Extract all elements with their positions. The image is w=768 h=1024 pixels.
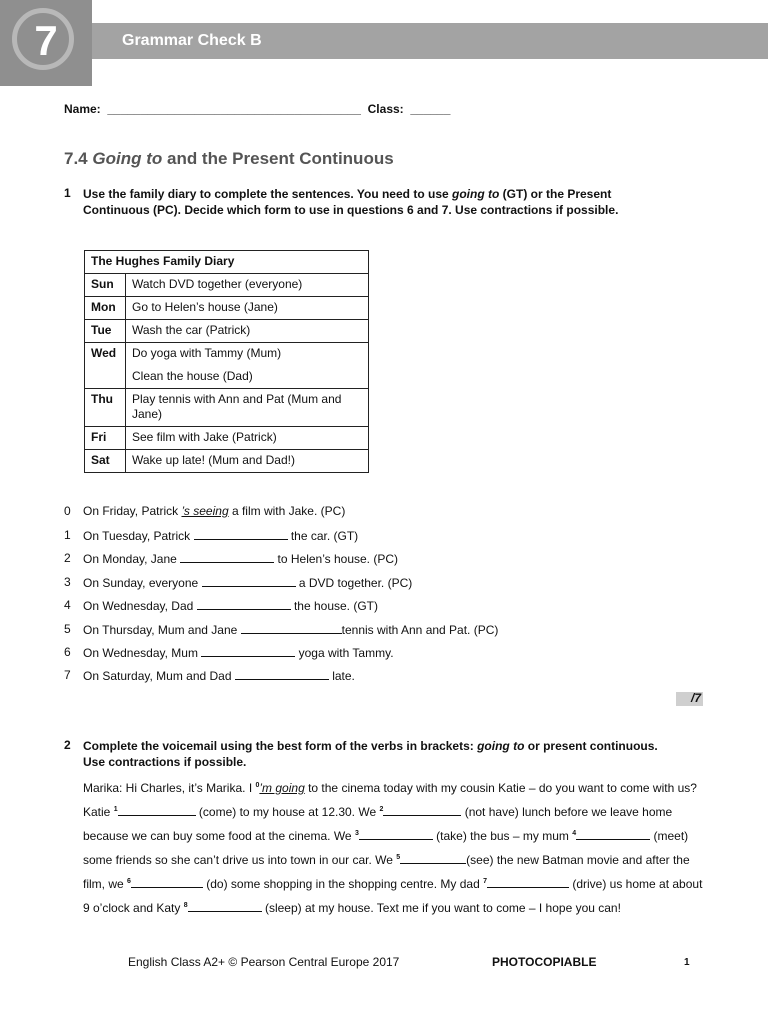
section-number: 7.4 <box>64 149 88 168</box>
day-cell: Fri <box>85 427 126 450</box>
table-row <box>85 389 369 427</box>
exercise2-instruction-line2: Use contractions if possible. <box>83 755 247 769</box>
class-field[interactable]: ______ <box>410 102 451 116</box>
example-answer: ’s seeing <box>181 504 229 518</box>
score-label: /7 <box>690 691 701 705</box>
day-cell: Mon <box>85 297 126 320</box>
table-title: The Hughes Family Diary <box>85 251 369 274</box>
exercise1-instruction-line2: Continuous (PC). Decide which form to use in questions 6 and 7. Use contractions if possible. <box>83 203 619 217</box>
answer-blank[interactable] <box>118 804 196 816</box>
table-row <box>85 297 369 320</box>
entry-cell: Play tennis with Ann and Pat (Mum and Jane) <box>126 389 369 427</box>
day-cell: Sun <box>85 274 126 297</box>
unit-badge <box>0 0 92 86</box>
table-row <box>85 274 369 297</box>
answer-blank[interactable] <box>180 551 274 563</box>
section-title-rest: and the Present Continuous <box>166 149 394 168</box>
entry-cell: Wash the car (Patrick) <box>126 320 369 343</box>
entry-cell: Wake up late! (Mum and Dad!) <box>126 450 369 473</box>
table-row <box>85 343 369 389</box>
answer-blank[interactable] <box>194 528 288 540</box>
exercise1-number: 1 <box>64 186 71 200</box>
unit-number: 7 <box>34 17 58 64</box>
section-title-italic: Going to <box>92 149 163 168</box>
exercise1-instruction-line1: Use the family diary to complete the sentences. You need to use going to (GT) or the Present <box>83 187 612 201</box>
answer-blank[interactable] <box>576 828 650 840</box>
entry-cell: Do yoga with Tammy (Mum) Clean the house (Dad) <box>126 343 369 389</box>
day-cell: Sat <box>85 450 126 473</box>
exercise2-instruction-line1: Complete the voicemail using the best form of the verbs in brackets: going to or present continuous. <box>83 739 658 753</box>
table-row <box>85 427 369 450</box>
table-row <box>85 450 369 473</box>
answer-blank[interactable] <box>202 575 296 587</box>
score-box <box>676 692 703 706</box>
day-cell: Thu <box>85 389 126 427</box>
footer-copyright: English Class A2+ © Pearson Central Europe 2017 <box>128 955 400 969</box>
answer-blank[interactable] <box>359 828 433 840</box>
table-header-row <box>85 251 369 274</box>
entry-cell: See film with Jake (Patrick) <box>126 427 369 450</box>
family-diary-table <box>84 250 369 473</box>
entry-cell: Go to Helen’s house (Jane) <box>126 297 369 320</box>
answer-blank[interactable] <box>188 900 262 912</box>
footer-photocopiable: PHOTOCOPIABLE <box>492 955 597 969</box>
answer-blank[interactable] <box>400 852 466 864</box>
example-answer: ’m going <box>259 781 305 795</box>
header-bar <box>92 23 768 59</box>
answer-blank[interactable] <box>197 598 291 610</box>
name-class-row <box>64 102 450 116</box>
class-label: Class: <box>367 102 404 116</box>
day-cell: Wed <box>85 343 126 389</box>
answer-blank[interactable] <box>235 668 329 680</box>
day-cell: Tue <box>85 320 126 343</box>
table-row <box>85 320 369 343</box>
voicemail-text: Marika: Hi Charles, it’s Marika. I $^0$’m going to the cinema today with my cousin Katie – do you want to come with us? Katie $^1$ (come) to my house at 12.30. We $^2$ (not have) lunch before we leave home because we can buy some food at the cinema. We $^3$ (take) the bus – my mum $^4$ (meet) some friends so she can’t drive us into town in our car. We $^5$ (see) the new Batman movie and after the film, we $^6$ (do) some shopping in the shopping centre. My dad $^7$ (drive) us home at about 9 o’clock and Katy $^8$ (sleep) at my house. Text me if you want to come – I hope you can! <box>83 781 703 915</box>
exercise1-instruction <box>83 186 723 218</box>
section-title <box>64 149 394 169</box>
answer-blank[interactable] <box>487 876 569 888</box>
answer-blank[interactable] <box>131 876 203 888</box>
entry-cell: Watch DVD together (everyone) <box>126 274 369 297</box>
answer-blank[interactable] <box>201 645 295 657</box>
exercise2-instruction <box>83 738 723 770</box>
answer-blank[interactable] <box>383 804 461 816</box>
name-field[interactable]: ______________________________________ <box>107 102 361 116</box>
page-number: 1 <box>684 957 690 968</box>
name-label: Name: <box>64 102 101 116</box>
page-title: Grammar Check B <box>122 32 262 49</box>
answer-blank[interactable] <box>241 622 342 634</box>
exercise2-number: 2 <box>64 738 71 752</box>
